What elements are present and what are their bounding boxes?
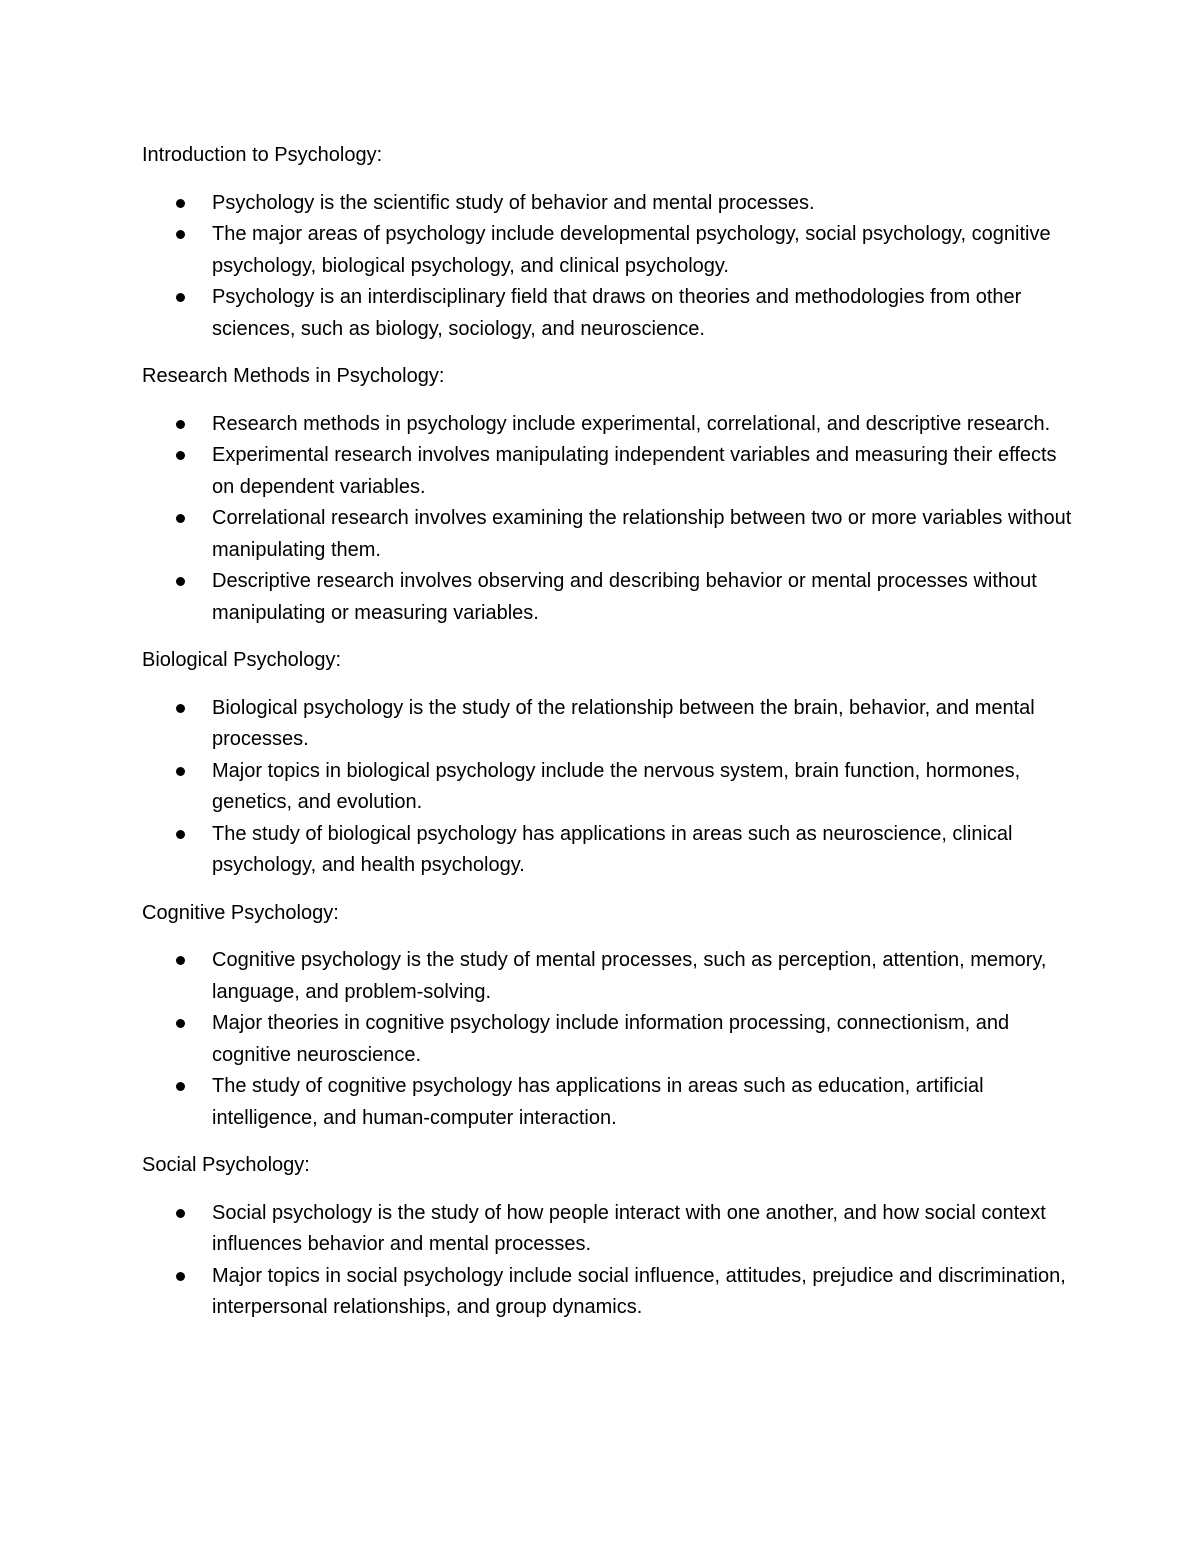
bullet-text: Major topics in biological psychology include the nervous system, brain function, hormones, genetics, and evolution. (212, 759, 1021, 813)
bullet-icon (176, 199, 185, 208)
bullet-text: Social psychology is the study of how people interact with one another, and how social context influences behavior and mental processes. (212, 1201, 1046, 1255)
bullet-list (142, 188, 1072, 346)
bullet-item (142, 503, 1072, 566)
section-research-methods (142, 361, 1072, 629)
bullet-text: Major theories in cognitive psychology include information processing, connectionism, and cognitive neuroscience. (212, 1012, 1010, 1066)
bullet-text: Biological psychology is the study of the relationship between the brain, behavior, and mental processes. (212, 696, 1035, 750)
bullet-icon (176, 451, 185, 460)
section-title: Research Methods in Psychology: (142, 365, 445, 387)
bullet-item (142, 219, 1072, 282)
bullet-icon (176, 767, 185, 776)
bullet-item (142, 1008, 1072, 1071)
bullet-text: The major areas of psychology include developmental psychology, social psychology, cognitive psychology, biological psychology, and clinical psychology. (212, 223, 1051, 277)
bullet-list (142, 693, 1072, 882)
bullet-icon (176, 577, 185, 586)
bullet-item (142, 566, 1072, 629)
bullet-text: Psychology is an interdisciplinary field that draws on theories and methodologies from other sciences, such as biology, sociology, and neuroscience. (212, 286, 1022, 340)
bullet-item (142, 756, 1072, 819)
bullet-item (142, 1261, 1072, 1324)
bullet-text: The study of cognitive psychology has applications in areas such as education, artificial intelligence, and human-computer interaction. (212, 1075, 984, 1129)
section-biological (142, 645, 1072, 882)
section-social (142, 1150, 1072, 1324)
bullet-list (142, 409, 1072, 630)
bullet-item (142, 693, 1072, 756)
bullet-item (142, 188, 1072, 220)
bullet-list (142, 945, 1072, 1134)
section-title: Introduction to Psychology: (142, 144, 383, 166)
section-introduction (142, 140, 1072, 345)
bullet-item (142, 819, 1072, 882)
section-title: Biological Psychology: (142, 649, 341, 671)
bullet-text: Major topics in social psychology include social influence, attitudes, prejudice and discrimination, interpersonal relationships, and group dynamics. (212, 1264, 1066, 1318)
bullet-item (142, 440, 1072, 503)
bullet-text: Descriptive research involves observing and describing behavior or mental processes without manipulating or measuring variables. (212, 570, 1037, 624)
bullet-text: Correlational research involves examining the relationship between two or more variables without manipulating them. (212, 507, 1072, 561)
bullet-icon (176, 1209, 185, 1218)
bullet-text: Research methods in psychology include experimental, correlational, and descriptive research. (212, 412, 1051, 435)
bullet-icon (176, 1272, 185, 1281)
document-content (142, 140, 1072, 1340)
bullet-text: Experimental research involves manipulating independent variables and measuring their effects on dependent variables. (212, 444, 1057, 498)
bullet-text: Cognitive psychology is the study of mental processes, such as perception, attention, memory, language, and problem-solving. (212, 949, 1047, 1003)
bullet-list (142, 1198, 1072, 1324)
bullet-text: Psychology is the scientific study of behavior and mental processes. (212, 191, 815, 214)
bullet-item (142, 409, 1072, 441)
bullet-icon (176, 1082, 185, 1091)
bullet-item (142, 1198, 1072, 1261)
bullet-icon (176, 830, 185, 839)
section-title: Social Psychology: (142, 1154, 310, 1176)
bullet-item (142, 1071, 1072, 1134)
bullet-icon (176, 514, 185, 523)
bullet-icon (176, 704, 185, 713)
bullet-text: The study of biological psychology has applications in areas such as neuroscience, clinical psychology, and health psychology. (212, 822, 1013, 876)
bullet-item (142, 282, 1072, 345)
bullet-icon (176, 230, 185, 239)
bullet-icon (176, 293, 185, 302)
bullet-icon (176, 1019, 185, 1028)
bullet-icon (176, 956, 185, 965)
bullet-item (142, 945, 1072, 1008)
section-cognitive (142, 898, 1072, 1135)
bullet-icon (176, 420, 185, 429)
section-title: Cognitive Psychology: (142, 901, 339, 924)
